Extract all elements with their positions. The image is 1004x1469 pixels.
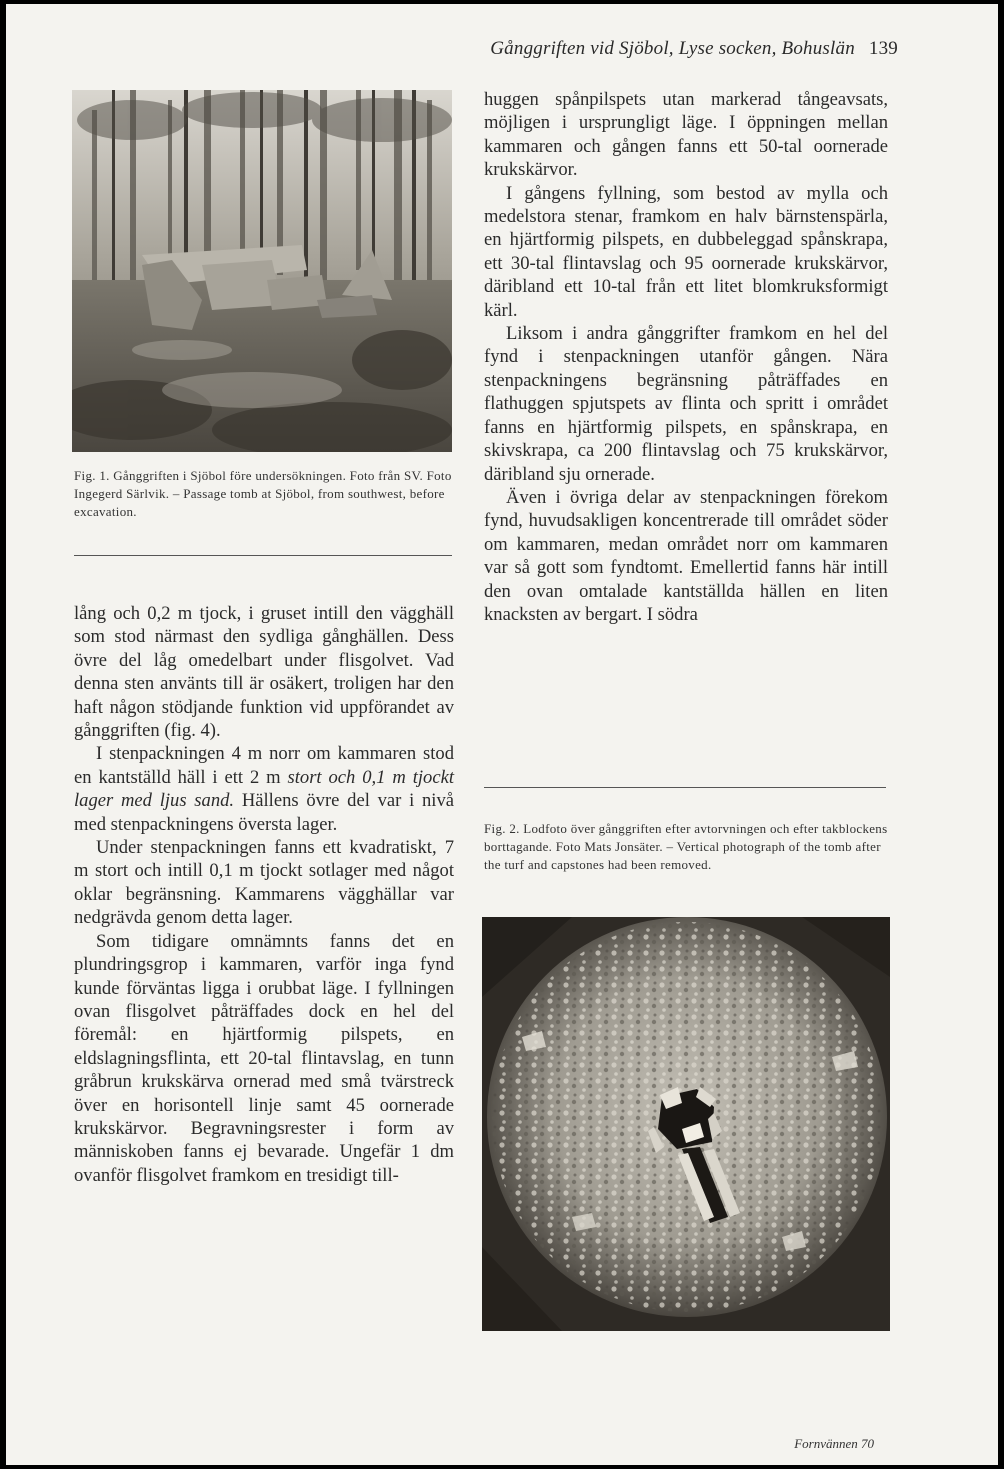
journal-page xyxy=(6,4,998,1465)
running-head xyxy=(490,38,898,60)
italic-text-run: stort och 0,1 m tjockt lager med ljus sand. xyxy=(74,766,454,812)
text-run: Hällens övre del var i nivå med stenpackningens översta lager. xyxy=(74,790,454,835)
journal-footer: Fornvännen 70 xyxy=(794,1436,874,1451)
column-divider-rule xyxy=(484,787,886,788)
paragraph: Liksom i andra gånggrifter framkom en hel del fynd i stenpackningen utanför gången. Nära stenpackningens begränsning påträffades en flathuggen spjutspets av flinta och spritt i området fanns en hjärtformig pilspets, en spånskrapa, en skivskrapa, ca 200 flintavslag och 75 krukskärvor, däribland sju ornerade. xyxy=(484,323,888,485)
page-number: 139 xyxy=(868,38,898,59)
left-column-text xyxy=(74,602,454,1187)
excavation-aerial-photo-illustration xyxy=(482,917,890,1331)
figure-2-caption: Fig. 2. Lodfoto över gånggriften efter avtorvningen och efter takblockens borttagande. Foto Mats Jonsäter. – Vertical photograph of the tomb after the turf and capstones had been removed. xyxy=(484,821,888,872)
column-divider-rule xyxy=(74,555,452,556)
paragraph: Under stenpackningen fanns ett kvadratiskt, 7 m stort och intill 0,1 m tjockt sotlager med något oklar begränsning. Kammarens vägghällar var nedgrävda genom detta lager. xyxy=(74,837,454,929)
right-column-text xyxy=(484,88,888,626)
paragraph: I gångens fyllning, som bestod av mylla och medelstora stenar, framkom en halv bärnstenspärla, en hjärtformig pilspets, en dubbeleggad spånskrapa, ett 30-tal flintavslag och 95 oornerade krukskärvor, däribland ett 10-tal från ett litet blomkruksformigt kärl. xyxy=(484,182,888,321)
paragraph: Även i övriga delar av stenpackningen förekom fynd, huvudsakligen koncentrerade till området söder om kammaren, medan området norr om kammaren var så gott som fyndtomt. Emellertid fanns här intill den ovan omtalade kantställda hällen en liten knacksten av bergart. I södra xyxy=(484,486,888,625)
forest-tomb-photo-illustration xyxy=(72,90,452,452)
running-title: Gånggriften vid Sjöbol, Lyse socken, Bohuslän xyxy=(490,38,855,59)
text-run: I stenpackningen 4 m norr om kammaren stod en kantställd häll i ett 2 m xyxy=(74,743,454,788)
figure-1-caption: Fig. 1. Gånggriften i Sjöbol före undersökningen. Foto från SV. Foto Ingegerd Särlvik. – Passage tomb at Sjöbol, from southwest, before excavation. xyxy=(74,468,452,519)
figure-2-photo xyxy=(482,917,890,1331)
paragraph: lång och 0,2 m tjock, i gruset intill den vägghäll som stod närmast den sydliga gånghällen. Dess övre del låg omedelbart under flisgolvet. Vad denna sten använts till är osäkert, troligen har den haft någon stödjande funktion vid uppförandet av gånggriften (fig. 4). xyxy=(74,603,454,742)
figure-1-photo xyxy=(72,90,452,452)
paragraph: huggen spånpilspets utan markerad tångeavsats, möjligen i ursprungligt läge. I öppningen mellan kammaren och gången fanns ett 50-tal oornerade krukskärvor. xyxy=(484,89,888,181)
paragraph: Som tidigare omnämnts fanns det en plundringsgrop i kammaren, varför inga fynd kunde förväntas ligga i orubbat läge. I fyllningen ovan flisgolvet påträffades dock en hel del föremål: en hjärtformig pilspets, en eldslagningsflinta, ett 20-tal flintavslag, en tunn gråbrun krukskärva ornerad med små tvärstreck över en horisontell linje samt 45 oornerade krukskärvor. Begravningsrester i form av människoben fanns ej bevarade. Ungefär 1 dm ovanför flisgolvet framkom en tresidigt till- xyxy=(74,930,454,1186)
paragraph xyxy=(74,742,454,836)
